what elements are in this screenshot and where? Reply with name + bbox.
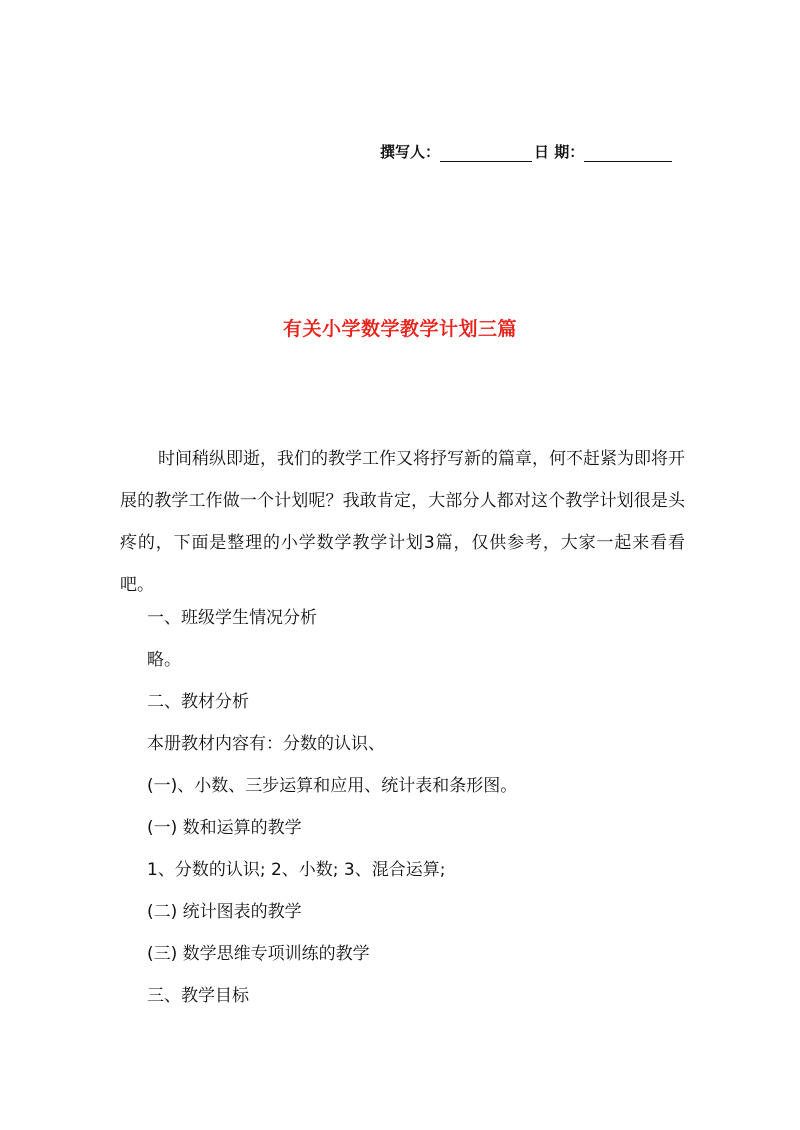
author-blank-line <box>440 145 532 162</box>
date-blank-line <box>584 145 672 162</box>
body-text-omitted: 略。 <box>147 650 181 670</box>
subheading-math-thinking: (三) 数学思维专项训练的教学 <box>147 944 370 964</box>
author-date-header <box>380 140 690 162</box>
subheading-numbers-operations: (一) 数和运算的教学 <box>147 818 302 838</box>
section-heading-teaching-goals: 三、教学目标 <box>147 986 249 1006</box>
body-text-textbook-contents: 本册教材内容有：分数的认识、 <box>147 734 385 754</box>
section-heading-textbook-analysis: 二、教材分析 <box>147 692 249 712</box>
body-text-contents-list: (一)、小数、三步运算和应用、统计表和条形图。 <box>147 776 518 796</box>
author-label: 撰写人： <box>380 143 441 161</box>
section-heading-class-analysis: 一、班级学生情况分析 <box>147 608 317 628</box>
body-text-topics: 1、分数的认识; 2、小数; 3、混合运算; <box>147 860 446 880</box>
subheading-statistics-charts: (二) 统计图表的教学 <box>147 902 302 922</box>
intro-paragraph: 时间稍纵即逝，我们的教学工作又将抒写新的篇章，何不赶紧为即将开展的教学工作做一个计划呢？我敢肯定，大部分人都对这个教学计划很是头疼的，下面是整理的小学数学教学计划3篇，仅供参考，大家一起来看看吧。 <box>120 449 685 595</box>
document-title: 有关小学数学教学计划三篇 <box>282 318 517 340</box>
date-label: 日 期： <box>534 143 585 161</box>
